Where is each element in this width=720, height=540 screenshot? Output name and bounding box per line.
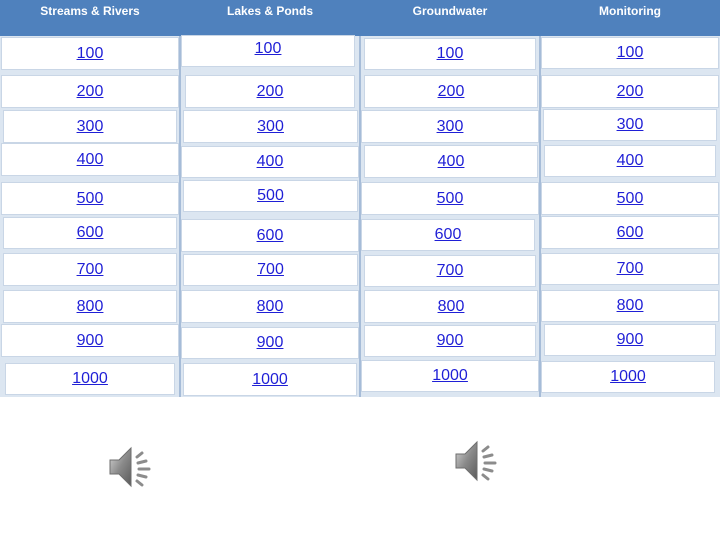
tile-monitoring-800[interactable] <box>542 291 718 321</box>
tile-value: 400 <box>256 153 284 170</box>
tile-value: 1000 <box>72 370 108 387</box>
tile-value: 300 <box>616 116 644 133</box>
tile-value: 500 <box>436 189 464 207</box>
tile-value: 400 <box>437 152 465 170</box>
tile-groundwater-100[interactable] <box>365 39 535 69</box>
tile-value: 900 <box>616 331 644 348</box>
tile-monitoring-200[interactable] <box>542 76 718 107</box>
category-monitoring: Monitoring <box>599 4 661 18</box>
tile-value: 1000 <box>432 367 468 384</box>
tile-streams-600[interactable] <box>4 218 176 248</box>
tile-value: 900 <box>76 331 104 349</box>
tile-monitoring-700[interactable] <box>542 254 718 284</box>
tile-streams-400[interactable] <box>2 144 178 175</box>
tile-value: 100 <box>254 40 282 57</box>
speaker-icon[interactable] <box>452 436 502 486</box>
tile-value: 700 <box>436 262 464 279</box>
tile-streams-900[interactable] <box>2 325 178 356</box>
tile-value: 600 <box>76 224 104 241</box>
tile-streams-100[interactable] <box>2 38 178 69</box>
tile-value: 300 <box>257 117 284 135</box>
category-header-row <box>0 0 720 36</box>
tile-lakes-200[interactable] <box>186 76 354 107</box>
tile-value: 900 <box>256 334 284 351</box>
tile-lakes-500[interactable] <box>184 181 357 211</box>
tile-value: 300 <box>436 117 464 135</box>
tile-groundwater-1000[interactable] <box>362 361 538 391</box>
tile-monitoring-500[interactable] <box>542 183 718 214</box>
tile-value: 800 <box>616 297 644 314</box>
tile-lakes-100[interactable] <box>182 36 354 66</box>
tile-value: 1000 <box>610 368 646 385</box>
tile-value: 200 <box>256 82 284 100</box>
tile-value: 800 <box>437 297 465 315</box>
tile-streams-800[interactable] <box>4 291 176 322</box>
column-divider <box>179 36 181 397</box>
tile-streams-700[interactable] <box>4 254 176 285</box>
tile-value: 200 <box>437 82 465 100</box>
tile-groundwater-900[interactable] <box>365 326 535 356</box>
tile-value: 600 <box>616 223 644 241</box>
tile-value: 500 <box>616 189 644 207</box>
tile-value: 600 <box>256 226 284 244</box>
tile-monitoring-300[interactable] <box>544 110 716 140</box>
category-groundwater: Groundwater <box>412 4 488 18</box>
tile-value: 700 <box>616 260 644 277</box>
tile-lakes-800[interactable] <box>182 291 358 322</box>
tile-lakes-600[interactable] <box>182 220 358 251</box>
tile-value: 200 <box>616 82 644 100</box>
tile-value: 100 <box>436 45 464 62</box>
tile-streams-1000[interactable] <box>6 364 174 394</box>
tile-streams-500[interactable] <box>2 183 178 214</box>
tile-value: 100 <box>616 44 644 61</box>
tile-value: 800 <box>76 297 104 315</box>
tile-monitoring-600[interactable] <box>542 217 718 248</box>
tile-value: 100 <box>76 44 104 62</box>
tile-lakes-700[interactable] <box>184 255 357 285</box>
tile-value: 300 <box>76 117 104 135</box>
tile-streams-300[interactable] <box>4 111 176 142</box>
tile-value: 500 <box>76 189 104 207</box>
tile-value: 400 <box>76 150 104 168</box>
tile-groundwater-600[interactable] <box>362 220 534 250</box>
question-grid <box>0 36 720 397</box>
tile-groundwater-500[interactable] <box>362 183 538 214</box>
speaker-icon[interactable] <box>106 442 156 492</box>
tile-monitoring-1000[interactable] <box>542 362 714 392</box>
tile-streams-200[interactable] <box>2 76 178 107</box>
tile-monitoring-100[interactable] <box>542 38 718 68</box>
tile-lakes-300[interactable] <box>184 111 357 142</box>
tile-monitoring-400[interactable] <box>545 146 715 176</box>
category-lakes-ponds: Lakes & Ponds <box>226 4 314 18</box>
tile-value: 400 <box>616 152 644 169</box>
tile-monitoring-900[interactable] <box>545 325 715 355</box>
tile-lakes-900[interactable] <box>182 328 358 358</box>
tile-value: 900 <box>436 332 464 349</box>
tile-value: 700 <box>257 261 284 278</box>
column-divider <box>359 36 361 397</box>
tile-value: 1000 <box>252 370 288 388</box>
tile-groundwater-300[interactable] <box>362 111 538 142</box>
tile-value: 500 <box>257 187 284 204</box>
tile-groundwater-700[interactable] <box>365 256 535 286</box>
column-divider <box>539 36 541 397</box>
tile-value: 800 <box>256 297 284 315</box>
tile-groundwater-200[interactable] <box>365 76 537 107</box>
tile-lakes-400[interactable] <box>182 147 358 177</box>
tile-value: 200 <box>76 82 104 100</box>
category-streams-rivers: Streams & Rivers <box>40 4 140 18</box>
tile-value: 700 <box>76 260 104 278</box>
tile-groundwater-400[interactable] <box>365 146 537 177</box>
tile-lakes-1000[interactable] <box>184 364 356 395</box>
tile-groundwater-800[interactable] <box>365 291 537 322</box>
tile-value: 600 <box>434 226 462 243</box>
